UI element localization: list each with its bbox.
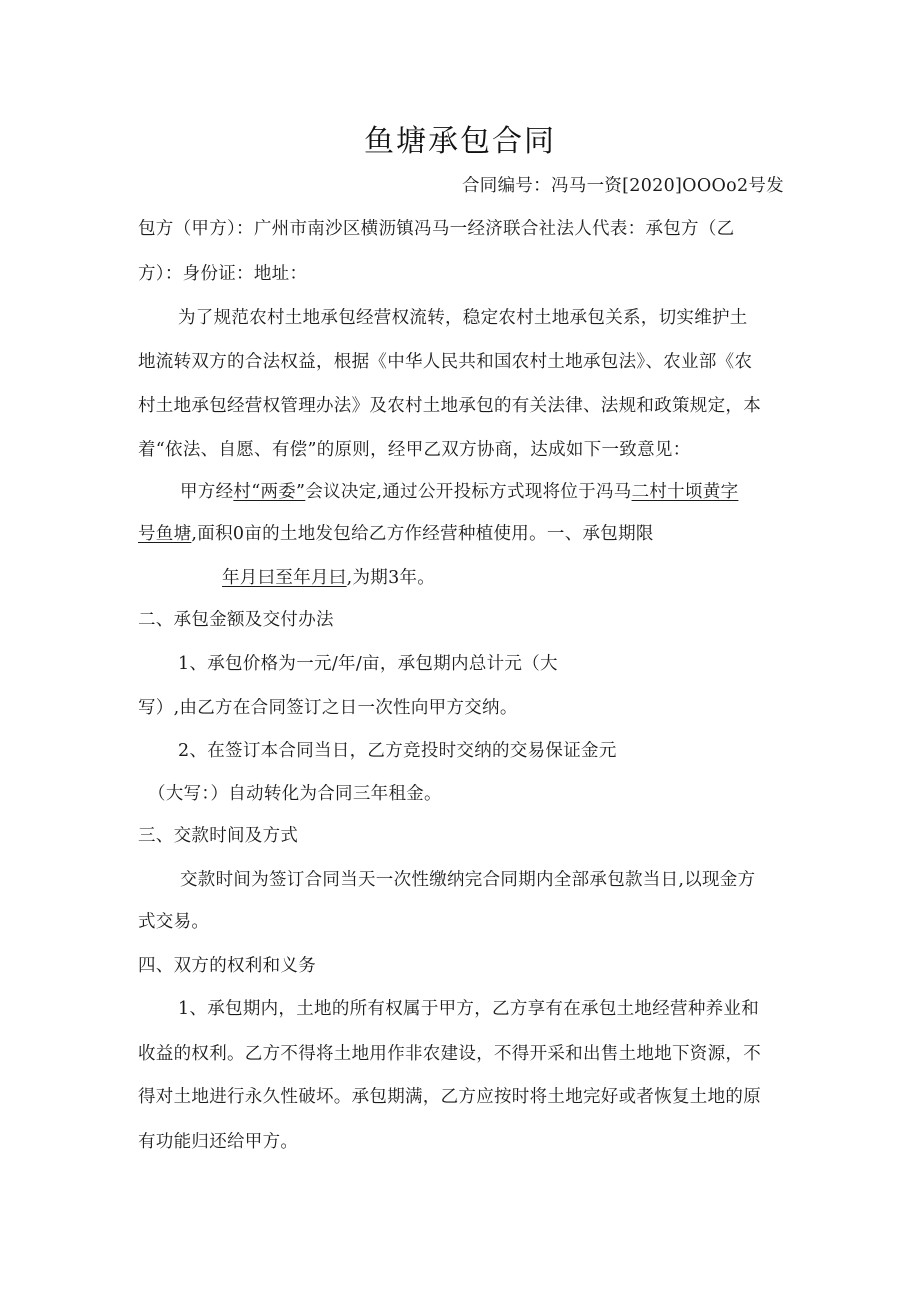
parties-line-2: 方）：身份证：地址： <box>138 264 308 284</box>
clause-intro-line-1 <box>180 480 738 504</box>
section-2-para-1-line-2: 写）,由乙方在合同签订之日一次性向甲方交纳。 <box>138 698 518 718</box>
preamble-line-2: 地流转双方的合法权益，根据《中华人民共和国农村土地承包法》、农业部《农 <box>138 352 753 372</box>
section-4-para-1-line-1: 1、承包期内，土地的所有权属于甲方，乙方享有在承包土地经营种养业和 <box>178 999 760 1019</box>
preamble-line-4: 着“依法、自愿、有偿”的原则，经甲乙双方协商，达成如下一致意见： <box>138 440 691 460</box>
clause-text: 会议决定,通过公开投标方式现将位于冯马 <box>305 482 632 502</box>
clause-text: ,面积0亩的土地发包给乙方作经营种植使用。一、承包期限 <box>191 524 654 544</box>
section-4-para-1-line-3: 得对土地进行永久性破坏。承包期满，乙方应按时将土地完好或者恢复土地的原 <box>138 1087 761 1107</box>
section-3-para-line-1: 交款时间为签订合同当天一次性缴纳完合同期内全部承包款当日,以现金方 <box>180 870 756 890</box>
section-2-para-1-line-1: 1、承包价格为一元/年/亩，承包期内总计元（大 <box>178 654 558 674</box>
location-underlined: 二村十顷黄字 <box>631 482 739 502</box>
section-3-para-line-2: 式交易。 <box>138 912 210 932</box>
section-4-para-1-line-4: 有功能归还给甲方。 <box>138 1132 299 1152</box>
section-2-para-2-line-2: （大写：）自动转化为合同三年租金。 <box>148 784 442 804</box>
parties-line-1: 包方（甲方）：广州市南沙区横沥镇冯马一经济联合社法人代表：承包方（乙 <box>138 219 735 239</box>
section-4-para-1-line-2: 收益的权利。乙方不得将土地用作非农建设，不得开采和出售土地地下资源，不 <box>138 1044 761 1064</box>
section-3-heading: 三、交款时间及方式 <box>138 826 299 846</box>
term-period-line <box>222 566 435 590</box>
village-committee-underlined: 村“两委” <box>233 482 306 502</box>
clause-text: 甲方经 <box>180 482 234 502</box>
term-duration: ,为期3年。 <box>346 568 436 588</box>
pond-name-underlined: 号鱼塘 <box>138 524 192 544</box>
preamble-line-3: 村土地承包经营权管理办法》及农村土地承包的有关法律、法规和政策规定，本 <box>138 396 761 416</box>
term-dates-underlined: 年月曰至年月曰 <box>222 568 347 588</box>
clause-intro-line-2 <box>138 522 654 546</box>
section-4-heading: 四、双方的权利和义务 <box>138 956 316 976</box>
contract-number: 合同编号：冯马一资[2020]OOOo2号发 <box>461 176 784 196</box>
preamble-line-1: 为了规范农村土地承包经营权流转，稳定农村土地承包关系，切实维护土 <box>178 308 748 328</box>
document-title: 鱼塘承包合同 <box>364 124 556 159</box>
section-2-heading: 二、承包金额及交付办法 <box>138 610 334 630</box>
section-2-para-2-line-1: 2、在签订本合同当日，乙方竞投时交纳的交易保证金元 <box>178 741 617 761</box>
